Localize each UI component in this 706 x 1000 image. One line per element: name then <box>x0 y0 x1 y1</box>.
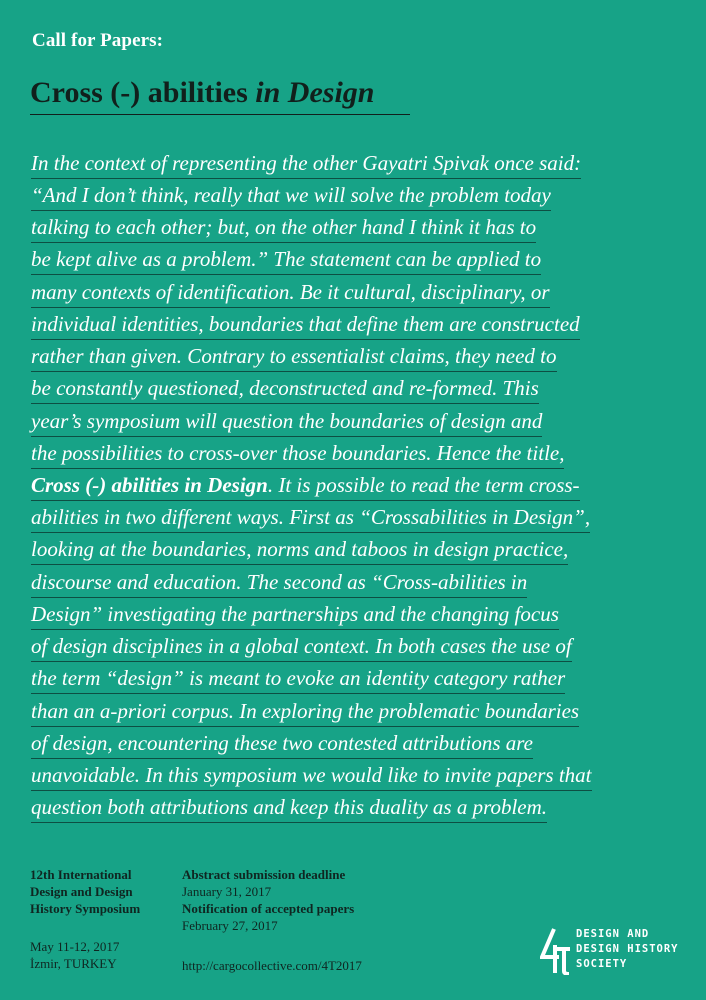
body-line: “And I don’t think, really that we will solve the problem today <box>31 183 551 211</box>
logo-line: DESIGN HISTORY <box>576 943 679 955</box>
symposium-name <box>30 866 140 917</box>
symposium-line: History Symposium <box>30 901 141 916</box>
symposium-place: İzmir, TURKEY <box>30 956 117 971</box>
body-line: the term “design” is meant to evoke an identity category rather <box>31 666 565 694</box>
society-logo <box>540 927 690 977</box>
abstract-deadline-date: January 31, 2017 <box>182 884 272 899</box>
body-line: discourse and education. The second as “Cross-abilities in <box>31 570 527 598</box>
body-line: question both attributions and keep this duality as a problem. <box>31 795 547 823</box>
body-line: talking to each other; but, on the other hand I think it has to <box>31 215 536 243</box>
symposium-date-place <box>30 938 119 972</box>
body-line: be constantly questioned, deconstructed and re-formed. This <box>31 376 539 404</box>
notification-label: Notification of accepted papers <box>182 901 355 916</box>
body-line: individual identities, boundaries that define them are constructed <box>31 312 580 340</box>
notification-date: February 27, 2017 <box>182 918 278 933</box>
side-fine-print <box>688 480 696 520</box>
website-link[interactable]: http://cargocollective.com/4T2017 <box>182 958 362 973</box>
body-line: Design” investigating the partnerships and the changing focus <box>31 602 559 630</box>
title-italic: in Design <box>255 76 375 109</box>
abstract-deadline-label: Abstract submission deadline <box>182 867 346 882</box>
body-line: unavoidable. In this symposium we would like to invite papers that <box>31 763 592 791</box>
body-line: abilities in two different ways. First as “Crossabilities in Design”, <box>31 505 590 533</box>
body-line: of design, encountering these two contested attributions are <box>31 731 533 759</box>
body-line: the possibilities to cross-over those boundaries. Hence the title, <box>31 441 564 469</box>
deadlines-block <box>182 866 354 934</box>
body-line-with-bold <box>31 473 580 501</box>
4t-logo-mark-icon <box>540 927 572 975</box>
symposium-line: Design and Design <box>30 884 133 899</box>
body-line-rest: . It is possible to read the term cross- <box>267 473 580 497</box>
body-line: than an a-priori corpus. In exploring the problematic boundaries <box>31 699 579 727</box>
symposium-dates: May 11-12, 2017 <box>30 939 120 954</box>
inline-bold-title: Cross (-) abilities in Design <box>31 473 268 497</box>
symposium-line: 12th International <box>30 867 132 882</box>
body-line: In the context of representing the other Gayatri Spivak once said: <box>31 151 581 179</box>
title-main: Cross (-) abilities <box>30 76 256 109</box>
body-line: of design disciplines in a global context. In both cases the use of <box>31 634 572 662</box>
body-line: many contexts of identification. Be it cultural, disciplinary, or <box>31 280 550 308</box>
kicker-label: Call for Papers: <box>32 30 164 51</box>
body-line: be kept alive as a problem.” The statement can be applied to <box>31 247 541 275</box>
body-line: year’s symposium will question the boundaries of design and <box>31 409 542 437</box>
body-line: looking at the boundaries, norms and taboos in design practice, <box>31 537 568 565</box>
logo-line: DESIGN AND <box>576 928 650 940</box>
logo-wordmark <box>576 927 679 972</box>
logo-line: SOCIETY <box>576 958 628 970</box>
body-line: rather than given. Contrary to essentialist claims, they need to <box>31 344 557 372</box>
page-title <box>30 76 410 115</box>
